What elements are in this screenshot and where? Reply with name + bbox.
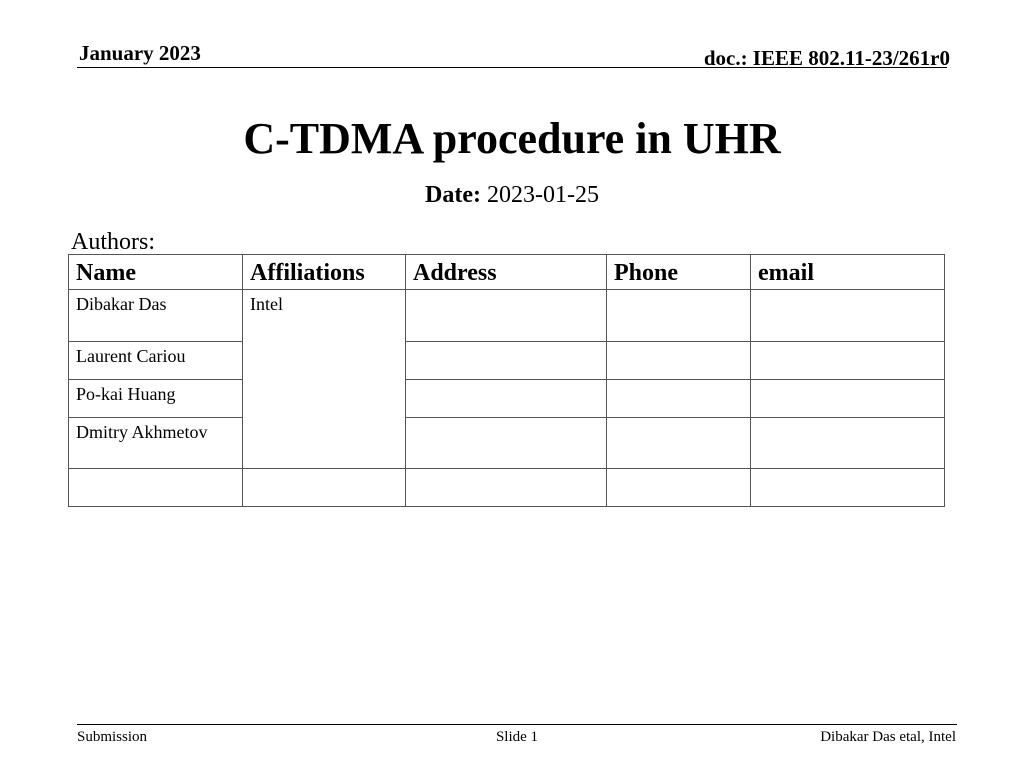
column-header-affiliations: Affiliations (243, 255, 406, 290)
date-label: Date: (425, 182, 481, 208)
table-row (69, 418, 945, 469)
cell-affiliation: Intel (243, 290, 406, 469)
footer-submission: Submission (77, 729, 148, 745)
authors-table (68, 254, 945, 507)
cell-email (751, 290, 945, 342)
slide-title: C-TDMA procedure in UHR (243, 114, 781, 163)
header-date: January 2023 (79, 41, 201, 65)
cell-name: Dibakar Das (69, 290, 243, 342)
cell-name: Laurent Cariou (69, 342, 243, 380)
cell-phone (607, 290, 751, 342)
cell-email (751, 418, 945, 469)
cell-email (751, 380, 945, 418)
column-header-address: Address (406, 255, 607, 290)
column-header-email: email (751, 255, 945, 290)
header-divider (77, 67, 947, 68)
table-header-row (69, 255, 945, 290)
cell-phone (607, 342, 751, 380)
cell-affiliation (243, 469, 406, 507)
cell-address (406, 418, 607, 469)
authors-label: Authors: (71, 229, 155, 255)
table-row (69, 342, 945, 380)
cell-address (406, 342, 607, 380)
cell-address (406, 290, 607, 342)
footer-author: Dibakar Das etal, Intel (820, 729, 956, 745)
footer-slide-number: Slide 1 (495, 729, 539, 745)
cell-phone (607, 469, 751, 507)
column-header-name: Name (69, 255, 243, 290)
cell-email (751, 469, 945, 507)
footer-divider (77, 724, 957, 725)
cell-name: Po-kai Huang (69, 380, 243, 418)
cell-address (406, 380, 607, 418)
date-line (0, 180, 1024, 210)
date-value: 2023-01-25 (486, 182, 599, 208)
header-doc-id: doc.: IEEE 802.11-23/261r0 (703, 46, 950, 70)
cell-name: Dmitry Akhmetov (69, 418, 243, 469)
table-row (69, 469, 945, 507)
cell-phone (607, 418, 751, 469)
column-header-phone: Phone (607, 255, 751, 290)
table-row (69, 380, 945, 418)
cell-email (751, 342, 945, 380)
cell-phone (607, 380, 751, 418)
table-row (69, 290, 945, 342)
cell-name (69, 469, 243, 507)
cell-address (406, 469, 607, 507)
